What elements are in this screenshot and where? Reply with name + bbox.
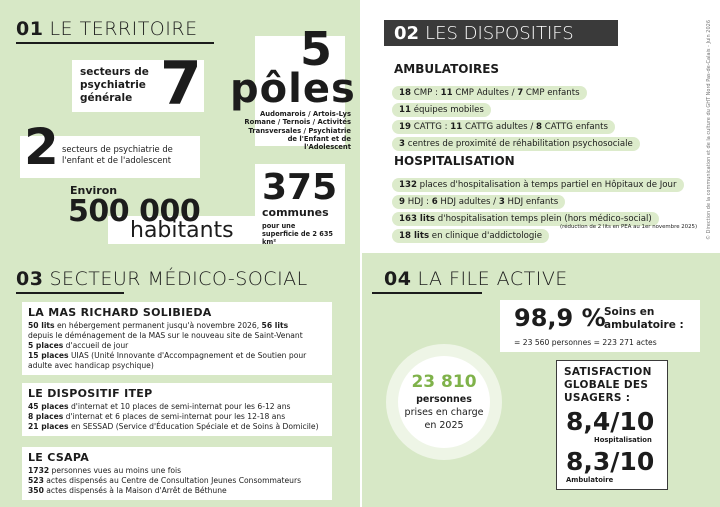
ambulatoires-list bbox=[392, 80, 712, 150]
communes-note: pour une superficie de 2 635 km² bbox=[262, 222, 334, 246]
secteurs-generale-number: 7 bbox=[160, 49, 202, 119]
section-number: 03 bbox=[16, 268, 44, 290]
satisfaction-hosp-score: 8,4/10 bbox=[566, 407, 655, 436]
poles-number: 5 bbox=[300, 22, 333, 76]
hospitalisation-item: 132 places d'hospitalisation à temps partiel en Hôpitaux de Jour bbox=[392, 178, 684, 192]
medico-card bbox=[22, 383, 332, 436]
satisfaction-title: SATISFACTION GLOBALE DES USAGERS : bbox=[564, 366, 652, 404]
medico-card-title: LA MAS RICHARD SOLIBIEDA bbox=[28, 306, 212, 319]
section-number: 01 bbox=[16, 18, 44, 40]
medico-card bbox=[22, 447, 332, 500]
medico-card-title: LE DISPOSITIF ITEP bbox=[28, 387, 153, 400]
secteurs-enfant-label: secteurs de psychiatrie de l'enfant et de l'adolescent bbox=[62, 144, 173, 165]
hospitalisation-list bbox=[392, 172, 712, 242]
section-number: 02 bbox=[394, 22, 420, 44]
ambulatoire-item: 19 CATTG : 11 CATTG adultes / 8 CATTG enfants bbox=[392, 120, 615, 134]
satisfaction-hosp-label: Hospitalisation bbox=[594, 436, 652, 444]
medico-card-line: depuis le déménagement de la MAS sur le nouveau site de Saint-Venant bbox=[28, 331, 303, 340]
medico-card-line: 15 places UIAS (Unité Innovante d'Accompagnement et de Soutien pour bbox=[28, 351, 307, 360]
section-title-01 bbox=[16, 18, 198, 40]
satisfaction-amb-label: Ambulatoire bbox=[566, 476, 614, 484]
ambulatoire-item: 3 centres de proximité de réhabilitation psychosociale bbox=[392, 137, 640, 151]
section-label: SECTEUR MÉDICO-SOCIAL bbox=[49, 268, 308, 290]
ambulatoires-title: AMBULATOIRES bbox=[394, 62, 500, 76]
medico-card-line: 21 places en SESSAD (Service d'Éducation Spéciale et de Soins à Domicile) bbox=[28, 422, 319, 431]
section-number: 04 bbox=[384, 268, 412, 290]
pct-detail: = 23 560 personnes = 223 271 actes bbox=[514, 338, 657, 347]
ambulatoire-item: 18 CMP : 11 CMP Adultes / 7 CMP enfants bbox=[392, 86, 587, 100]
hospitalisation-row bbox=[392, 223, 549, 243]
communes-number: 375 bbox=[262, 167, 338, 208]
medico-card-line: 5 places d'accueil de jour bbox=[28, 341, 129, 350]
communes-word: communes bbox=[262, 206, 329, 219]
medico-card-line: 50 lits en hébergement permanent jusqu'à novembre 2026, 56 lits bbox=[28, 321, 289, 330]
circle-line2: prises en charge bbox=[404, 407, 484, 418]
circle-line1: personnes bbox=[416, 394, 472, 405]
section-label: LES DISPOSITIFS bbox=[425, 22, 574, 44]
section-label: LA FILE ACTIVE bbox=[417, 268, 568, 290]
section-title-02 bbox=[384, 20, 618, 46]
environ-label: Environ bbox=[70, 184, 118, 197]
circle-line3: en 2025 bbox=[424, 420, 464, 431]
hospitalisation-item: 9 HDJ : 6 HDJ adultes / 3 HDJ enfants bbox=[392, 195, 565, 209]
hospitalisation-title: HOSPITALISATION bbox=[394, 154, 515, 168]
medico-card-line: 1732 personnes vues au moins une fois bbox=[28, 466, 182, 475]
medico-card-line: adulte avec handicap psychique) bbox=[28, 361, 154, 370]
poles-description: Audomarois / Artois-Lys Romane / Ternois / Activités Transversales / Psychiatrie de l'Enfant et de l'Adolescent bbox=[244, 110, 351, 152]
medico-card-title: LE CSAPA bbox=[28, 451, 90, 464]
ambulatoire-row bbox=[392, 131, 640, 151]
medico-card-line: 350 actes dispensés à la Maison d'Arrêt de Béthune bbox=[28, 486, 227, 495]
hospitalisation-item: 18 lits en clinique d'addictologie bbox=[392, 229, 549, 243]
reduction-note: (réduction de 2 lits en PEA au 1er novembre 2025) bbox=[560, 224, 698, 230]
medico-card bbox=[22, 302, 332, 375]
ambulatoire-item: 11 équipes mobiles bbox=[392, 103, 491, 117]
section-title-04 bbox=[384, 268, 568, 290]
pct-label: Soins en ambulatoire : bbox=[604, 306, 684, 331]
habitants-word: habitants bbox=[130, 218, 234, 243]
secteurs-generale-label: secteurs de psychiatrie générale bbox=[80, 66, 149, 104]
section-title-03 bbox=[16, 268, 308, 290]
medico-card-line: 8 places d'internat et 6 places de semi-internat pour les 12-18 ans bbox=[28, 412, 286, 421]
satisfaction-amb-score: 8,3/10 bbox=[566, 447, 655, 476]
secteurs-enfant-number: 2 bbox=[24, 118, 59, 176]
section-label: LE TERRITOIRE bbox=[49, 18, 198, 40]
hospitalisation-item: 163 lits d'hospitalisation temps plein (hors médico-social) bbox=[392, 212, 659, 226]
habitants-number: 500 000 bbox=[68, 194, 201, 229]
credit-text: © Direction de la communication et de la culture du GHT Nord Pas-de-Calais - Juin 2026 bbox=[706, 19, 712, 240]
medico-card-line: 523 actes dispensés au Centre de Consultation Jeunes Consommateurs bbox=[28, 476, 302, 485]
pct-number: 98,9 % bbox=[514, 304, 606, 332]
medico-card-line: 45 places d'internat et 10 places de semi-internat pour les 6-12 ans bbox=[28, 402, 291, 411]
circle-number: 23 810 bbox=[411, 372, 477, 392]
poles-word: pôles bbox=[230, 66, 356, 112]
